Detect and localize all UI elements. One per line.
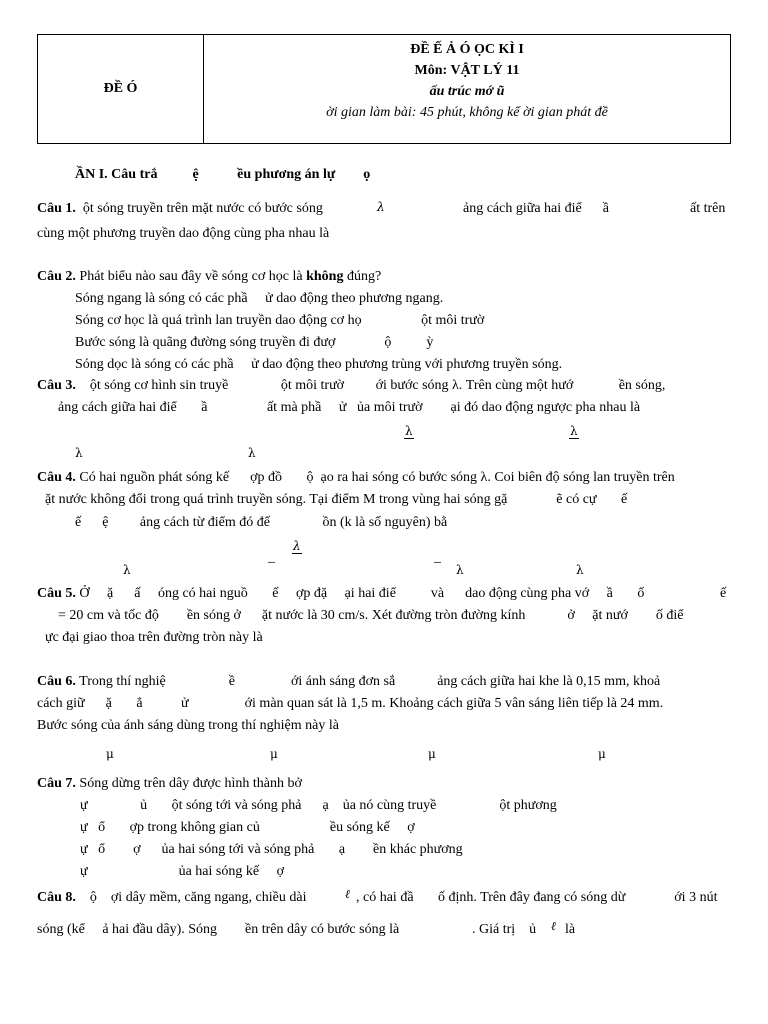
structure-line: ấu trúc mớ ũ — [429, 84, 505, 99]
question-5-text: Ở ặ ấ óng có hai nguồ ế ợp đặ ại hai điể và dao động cùng pha vớ ầ ố — [75, 586, 645, 601]
question-2-bold: không — [306, 269, 344, 284]
question-1-text-2: ảng cách giữa hai điể ầ — [463, 201, 609, 216]
question-8 — [37, 889, 306, 907]
option-a-lambda: λ — [123, 563, 131, 577]
question-6 — [37, 673, 660, 691]
question-4-line-2: ặt nước không đổi trong quá trình truyền sóng. Tại điểm M trong vùng hai sóng gặ ẽ có cự ế — [45, 492, 628, 507]
option-b-lambda: λ — [248, 446, 256, 460]
question-4-text: Có hai nguồn phát sóng kế ợp đồ ộ ạo ra hai sóng có bước sóng λ. Coi biên độ sóng lan truyền trên — [75, 470, 675, 485]
question-7-text: Sóng dừng trên dây được hình thành bở — [75, 776, 302, 791]
option-b-mu: μ — [270, 747, 278, 761]
question-5-line-2: = 20 cm và tốc độ ền sóng ở ặt nước là 30 cm/s. Xét đường tròn đường kính ở ặt nướ ố điể — [58, 608, 684, 623]
question-4-label: Câu 4. — [37, 470, 76, 485]
option-d-fraction — [569, 424, 579, 451]
question-2 — [37, 268, 381, 286]
question-8-label: Câu 8. — [37, 890, 76, 905]
question-6-text: Trong thí nghiệ ề ới ánh sáng đơn sắ ảng cách giữa hai khe là 0,15 mm, khoả — [75, 674, 661, 689]
part-1-title: ẦN I. Câu trắ ệ ều phương án lự ọ — [75, 167, 371, 182]
question-3-line-2: ảng cách giữa hai điể ầ ất mà phầ ử ủa môi trườ ại đó dao động ngược pha nhau là — [58, 400, 641, 415]
question-8-text-2: , có hai đầ ố định. Trên đây đang có sóng dừ ới 3 nút — [356, 890, 718, 905]
question-4 — [37, 469, 675, 487]
exam-code-label: ĐỀ Ó — [38, 35, 204, 143]
question-5 — [37, 585, 644, 603]
question-8-line-2b: . Giá trị ủ — [472, 922, 537, 937]
option-a-lambda: λ — [75, 446, 83, 460]
length-symbol: ℓ — [345, 887, 350, 901]
question-2-option: Sóng ngang là sóng có các phầ ử dao động theo phương ngang. — [75, 291, 444, 306]
question-8-line-2c: là — [565, 922, 576, 937]
option-a-mu: μ — [106, 747, 114, 761]
question-5-label: Câu 5. — [37, 586, 76, 601]
exam-title-block — [204, 35, 730, 143]
question-2-option: Bước sóng là quãng đường sóng truyền đi đượ ộ ỳ — [75, 335, 434, 350]
question-2-option: Sóng dọc là sóng có các phầ ử dao động theo phương trùng với phương truyền sóng. — [75, 357, 563, 372]
question-4-line-3: ế ệ ảng cách từ điểm đó đế ồn (k là số nguyên) bằ — [75, 515, 448, 530]
question-1-label: Câu 1. — [37, 201, 76, 216]
question-3-label: Câu 3. — [37, 378, 76, 393]
lambda-symbol: λ — [377, 200, 385, 214]
question-7-option: ự ủa hai sóng kế ợ — [80, 864, 284, 879]
exam-title: ĐỀ Ế Ả Ó ỌC KÌ I — [410, 42, 524, 57]
question-5-line-3: ực đại giao thoa trên đường tròn này là — [45, 630, 263, 645]
question-2-text-end: đúng? — [343, 269, 382, 284]
question-1-text: ột sóng truyền trên mặt nước có bước sóng — [75, 201, 323, 216]
option-d-lambda: λ — [576, 563, 584, 577]
question-1 — [37, 200, 323, 218]
length-symbol: ℓ — [551, 919, 556, 933]
option-c-mu: μ — [428, 747, 436, 761]
fraction-bar: _ — [268, 550, 275, 565]
question-3-text: ột sóng cơ hình sin truyề ột môi trườ ới bước sóng λ. Trên cùng một hướ ền sóng, — [75, 378, 666, 393]
question-1-line-2: cùng một phương truyền dao động cùng pha nhau là — [37, 226, 330, 241]
question-2-option: Sóng cơ học là quá trình lan truyền dao động cơ họ ột môi trườ — [75, 313, 485, 328]
question-6-line-3: Bước sóng của ánh sáng dùng trong thí nghiệm này là — [37, 718, 339, 733]
question-7-option: ự ổ ợp trong không gian củ ều sóng kế ợ — [80, 820, 415, 835]
option-c-lambda: λ — [456, 563, 464, 577]
question-7-option: ự ủ ột sóng tới và sóng phả ạ ủa nó cùng truyề ột phương — [80, 798, 557, 813]
question-1-text-3: ất trên — [690, 201, 726, 216]
question-8-text: ộ ợi dây mềm, căng ngang, chiều dài — [75, 890, 307, 905]
question-7-label: Câu 7. — [37, 776, 76, 791]
option-c-fraction — [404, 424, 414, 451]
question-5-text-end: ế — [720, 586, 727, 601]
option-d-mu: μ — [598, 747, 606, 761]
question-8-line-2: sóng (kể ả hai đầu dây). Sóng ền trên dây có bước sóng là — [37, 922, 400, 937]
question-7-option: ự ổ ợ ủa hai sóng tới và sóng phả ạ ền khác phương — [80, 842, 463, 857]
fraction-bar: _ — [434, 550, 441, 565]
question-3 — [37, 377, 665, 395]
question-6-line-2: cách giữ ặ ẳ ử ới màn quan sát là 1,5 m. Khoảng cách giữa 5 vân sáng liên tiếp là 24 mm. — [37, 696, 664, 711]
question-2-text: Phát biểu nào sau đây về sóng cơ học là — [75, 269, 307, 284]
question-2-label: Câu 2. — [37, 269, 76, 284]
fraction-numerator: λ — [405, 424, 413, 438]
fraction-numerator: λ — [570, 424, 578, 438]
option-b-fraction — [292, 539, 302, 566]
time-line: ời gian làm bài: 45 phút, không kể ời gian phát đề — [326, 105, 608, 120]
question-7 — [37, 775, 302, 793]
fraction-numerator: λ — [293, 539, 301, 553]
question-6-label: Câu 6. — [37, 674, 76, 689]
subject-line: Môn: VẬT LÝ 11 — [414, 63, 520, 78]
exam-header — [37, 34, 731, 144]
